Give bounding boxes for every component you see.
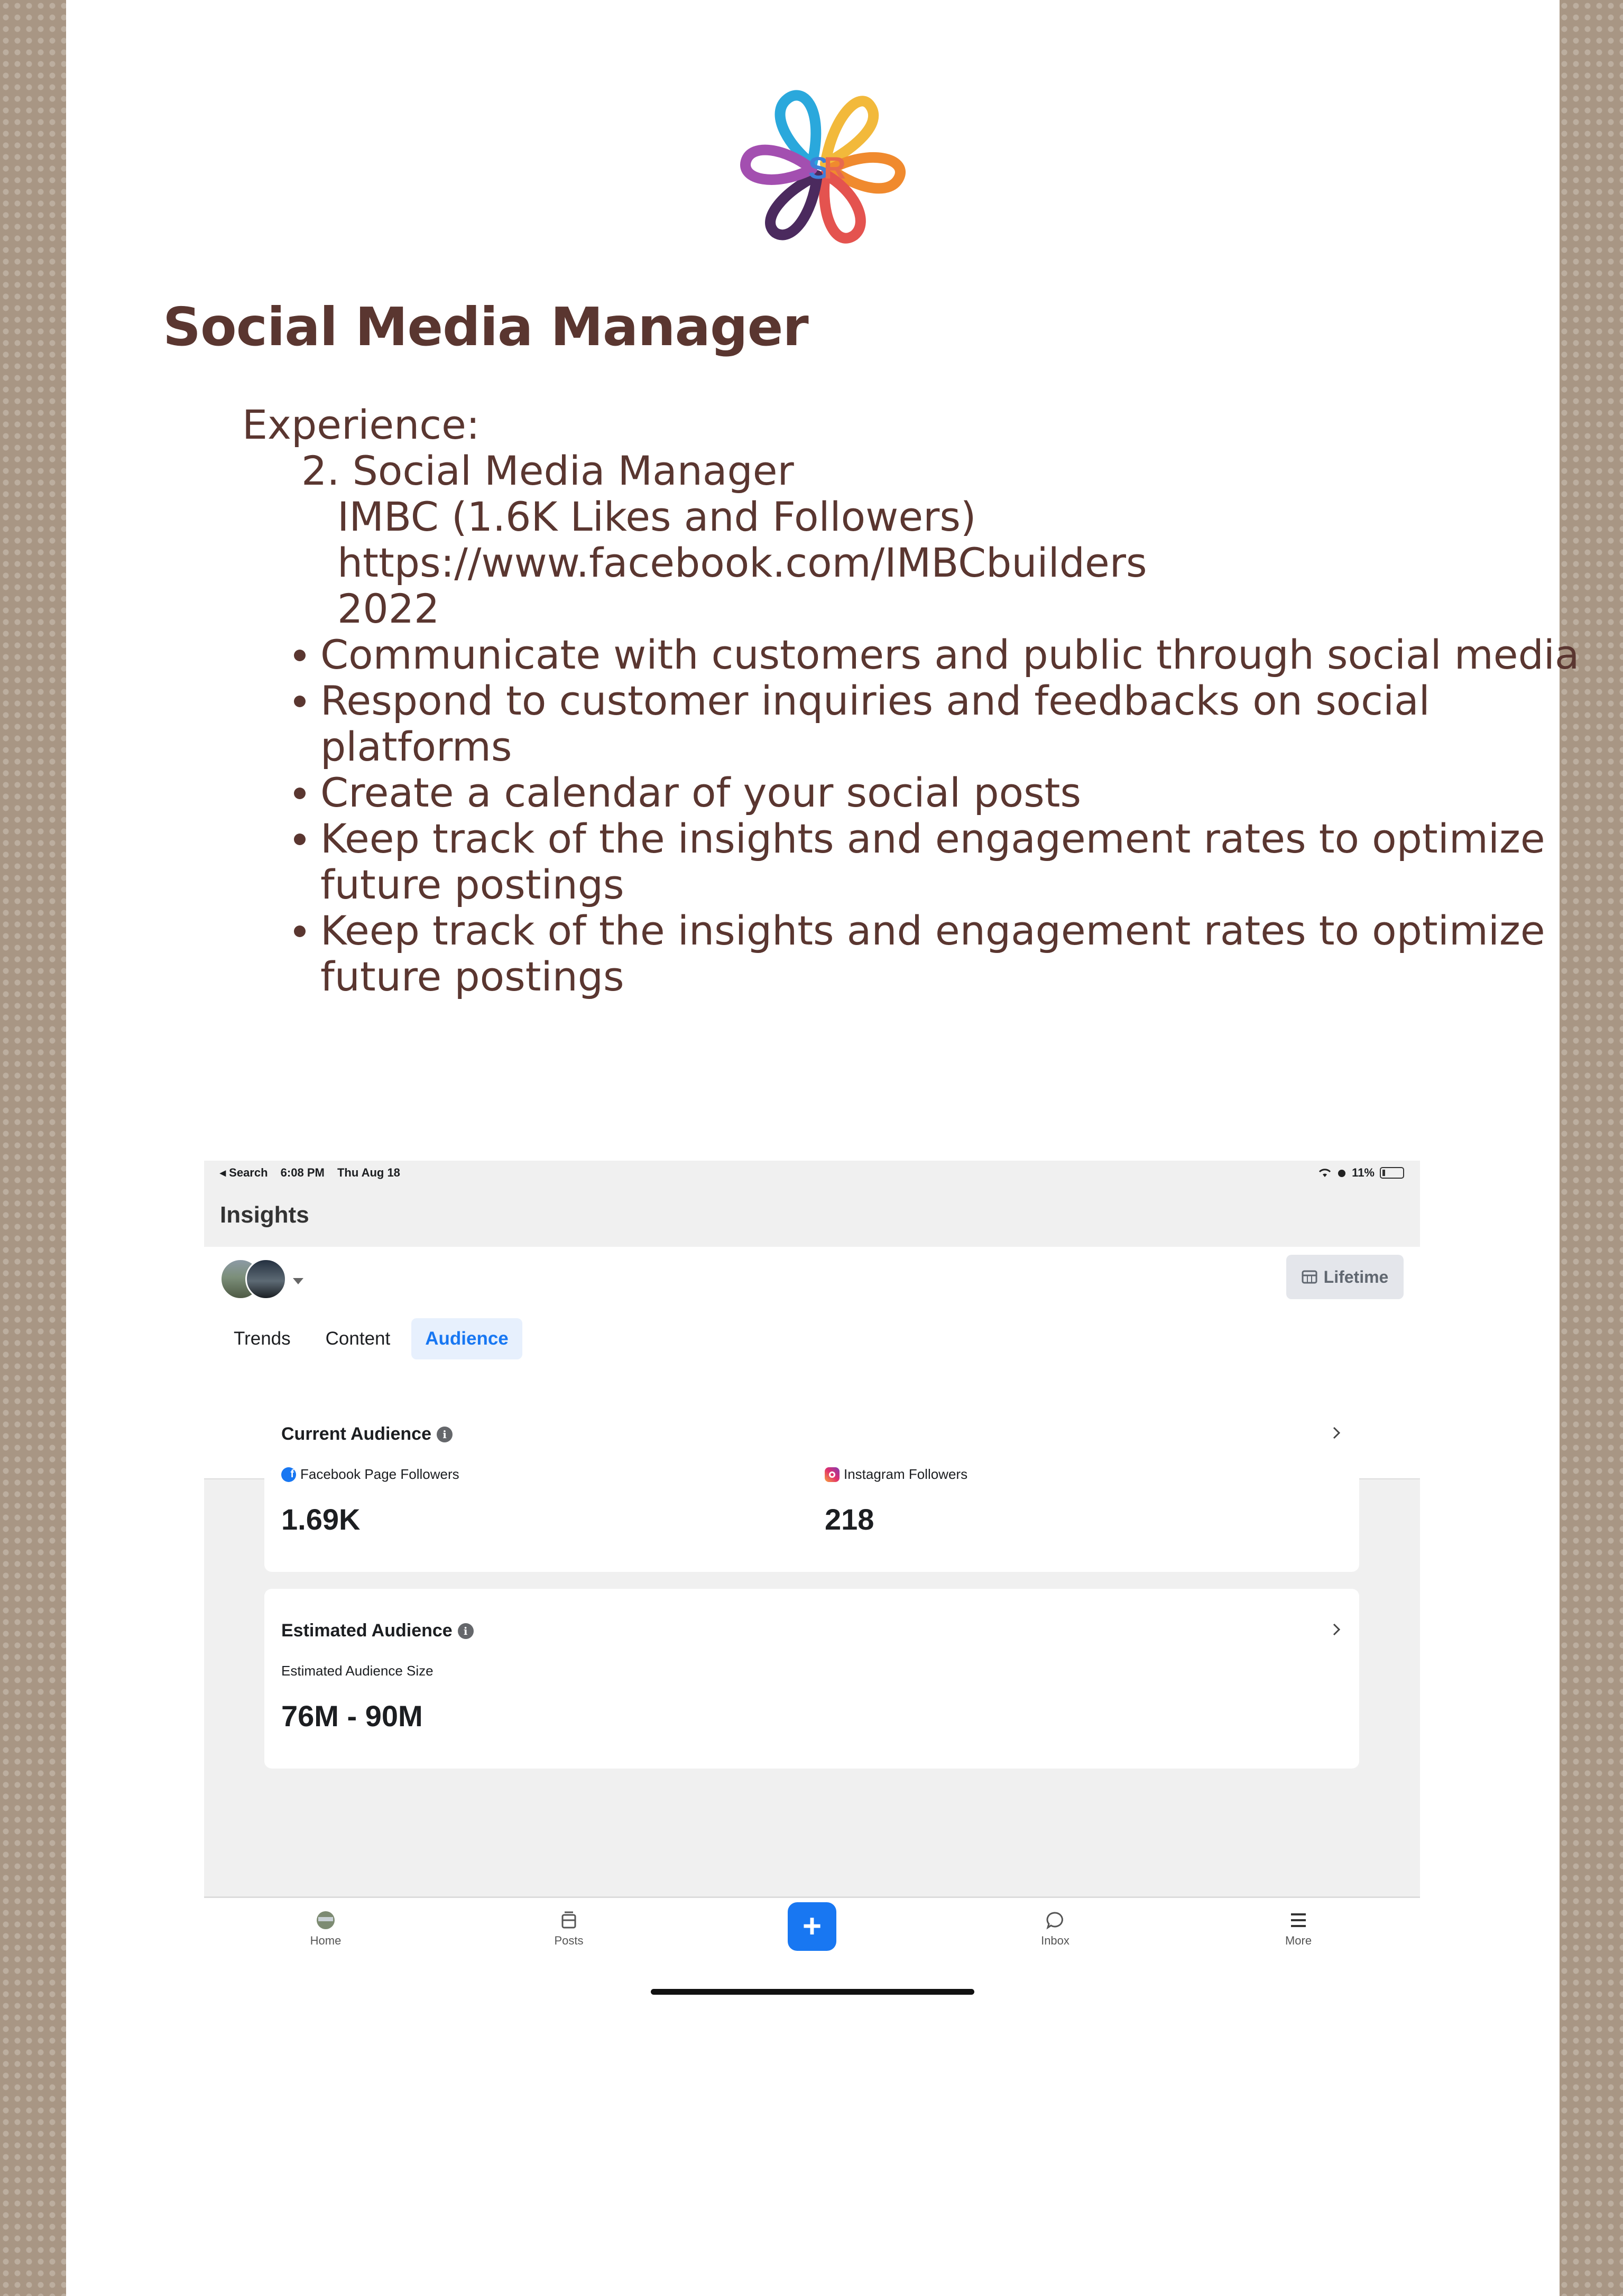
tabbar-label: Inbox xyxy=(1041,1934,1069,1947)
page-title: Social Media Manager xyxy=(163,296,808,358)
status-bar xyxy=(204,1161,1420,1184)
avatar xyxy=(245,1258,287,1300)
battery-percent: 11% xyxy=(1352,1166,1375,1179)
company-name: IMBC (1.6K Likes and Followers) xyxy=(337,493,976,540)
experience-section xyxy=(242,402,1590,999)
home-avatar-icon xyxy=(315,1910,336,1931)
menu-icon xyxy=(1288,1910,1309,1931)
tabbar-label: More xyxy=(1285,1934,1312,1947)
date-range-label: Lifetime xyxy=(1323,1267,1389,1286)
chevron-right-icon[interactable] xyxy=(1330,1623,1343,1636)
chevron-down-icon[interactable] xyxy=(293,1278,303,1284)
home-indicator xyxy=(651,1989,974,1995)
facebook-icon: f xyxy=(281,1467,296,1482)
account-switcher[interactable] xyxy=(220,1258,305,1301)
tabbar-home[interactable] xyxy=(289,1910,363,1948)
role-title: 2. Social Media Manager xyxy=(301,447,794,494)
tabbar-inbox[interactable] xyxy=(1018,1910,1092,1948)
wifi-icon xyxy=(1318,1168,1332,1178)
calendar-icon xyxy=(1302,1270,1317,1284)
instagram-icon xyxy=(825,1467,840,1482)
responsibility-list xyxy=(242,632,1590,999)
status-date: Thu Aug 18 xyxy=(337,1166,400,1179)
list-item: Keep track of the insights and engagement rates to optimize future postings xyxy=(320,816,1590,908)
tabbar-label: Home xyxy=(310,1934,342,1947)
loop-flower-logo xyxy=(733,85,912,248)
bottom-tab-bar xyxy=(204,1896,1420,2006)
insights-tabs xyxy=(220,1318,522,1359)
tabbar-label: Posts xyxy=(554,1934,584,1947)
instagram-followers-label: Instagram Followers xyxy=(844,1466,968,1482)
experience-label: Experience: xyxy=(242,401,480,448)
status-time: 6:08 PM xyxy=(280,1166,325,1179)
logo-monogram-r: R xyxy=(824,151,846,186)
create-post-button[interactable]: + xyxy=(788,1902,836,1951)
experience-year: 2022 xyxy=(337,585,440,632)
list-item: Respond to customer inquiries and feedbacks on social platforms xyxy=(320,678,1590,770)
screen-title: Insights xyxy=(220,1202,309,1228)
company-url[interactable]: https://www.facebook.com/IMBCbuilders xyxy=(337,539,1147,586)
date-range-button[interactable] xyxy=(1286,1255,1404,1299)
tabbar-posts[interactable] xyxy=(532,1910,606,1948)
alarm-icon xyxy=(1337,1168,1347,1178)
chat-bubble-icon xyxy=(1045,1910,1066,1931)
info-icon[interactable]: i xyxy=(437,1427,453,1442)
facebook-followers-value: 1.69K xyxy=(281,1503,361,1536)
instagram-followers-value: 218 xyxy=(825,1503,874,1536)
estimated-size-value: 76M - 90M xyxy=(281,1699,423,1733)
tabbar-more[interactable] xyxy=(1261,1910,1335,1948)
document-page xyxy=(66,0,1580,2296)
insights-screenshot xyxy=(204,1161,1420,2006)
card-title: Current Audience xyxy=(281,1424,432,1444)
list-item: Keep track of the insights and engagement rates to optimize future postings xyxy=(320,908,1590,999)
list-item: Communicate with customers and public through social media xyxy=(320,632,1590,678)
posts-icon xyxy=(558,1910,579,1931)
current-audience-card[interactable] xyxy=(264,1392,1359,1572)
card-title: Estimated Audience xyxy=(281,1621,453,1641)
tab-content[interactable]: Content xyxy=(325,1328,391,1349)
tab-audience[interactable]: Audience xyxy=(411,1318,522,1359)
estimated-audience-card[interactable] xyxy=(264,1589,1359,1769)
facebook-followers-label: Facebook Page Followers xyxy=(300,1466,459,1482)
tab-trends[interactable]: Trends xyxy=(234,1328,291,1349)
logo-monogram: S xyxy=(808,151,829,186)
back-to-search-link[interactable]: ◂ Search xyxy=(220,1166,268,1179)
info-icon[interactable]: i xyxy=(458,1623,474,1639)
battery-icon xyxy=(1380,1167,1404,1179)
list-item: Create a calendar of your social posts xyxy=(320,770,1590,816)
chevron-right-icon[interactable] xyxy=(1330,1426,1343,1440)
estimated-size-label: Estimated Audience Size xyxy=(281,1663,434,1679)
